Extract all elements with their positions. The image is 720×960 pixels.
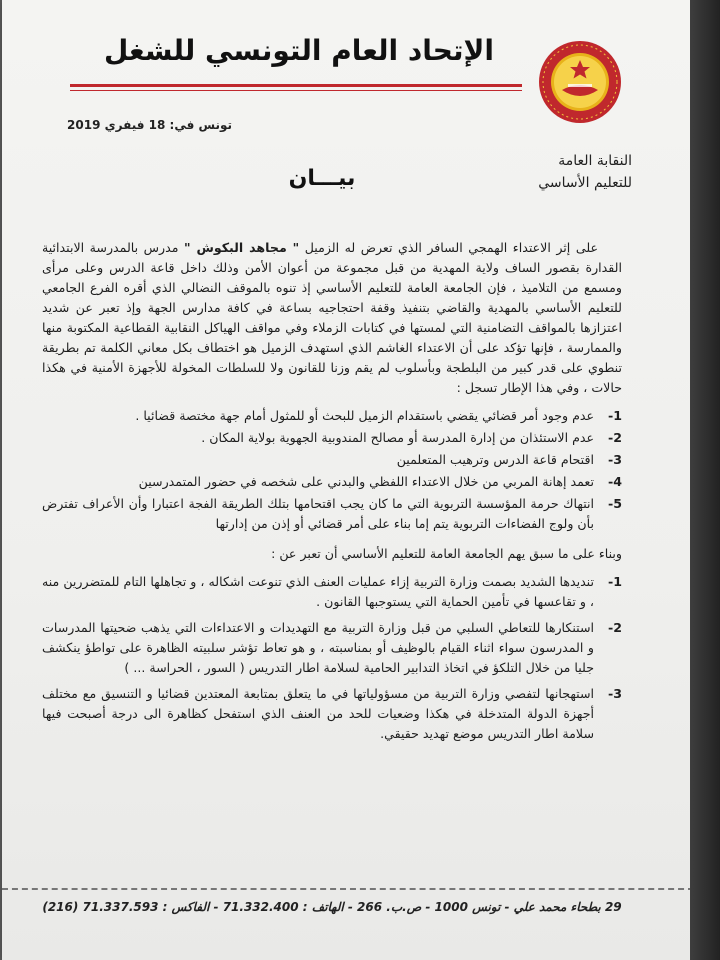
organization-title: الإتحاد العام التونسي للشغل [104,34,494,67]
footer-divider [2,888,694,890]
header-rule [70,84,522,87]
statement-title: بيـــان [288,166,356,191]
list-item-text: تعمد إهانة المربي من خلال الاعتداء اللفظي والبدني على شخصه في حضور المتمدرسين [138,474,594,489]
list-item-text: تنديدها الشديد بصمت وزارة التربية إزاء عمليات العنف الذي تنوعت اشكاله ، و تجاهلها التام للمتضررين منه ، و تقاعسها في تأمين الحماية التي يستوجبها القانون . [42,574,594,609]
list-item-number: 2- [608,430,622,445]
list-item-number: 2- [608,620,622,635]
document-date: تونس في: 18 فيفري 2019 [67,118,232,132]
intro-text-b: مدرس بالمدرسة الابتدائية القدارة بقصور الساف ولاية المهدية من قبل مجموعة من أعوان الأمن وذلك داخل قاعة الدرس وعلى مرأى ومسمع من التلاميذ ، فإن الجامعة العامة للتعليم الأساسي إذ تنوه بالموقف النضالي الذي أقره الفرع الجامعي للتعليم الأساسي بالمهدية والقاضي بتنفيذ وقفة احتجاجيه بساعة في كافة مدارس الجهة وإذ تعبر عن شديد اعتزازها بالمواقف التضامنية التي لمستها في كتابات الزملاء وفي مواقف الهياكل النقابية القطاعية المكتوبة منها والممارسة ، فإنها تؤكد على أن الاعتداء الغاشم الذي استهدف الزميل هو اختطاف بكل معاني الكلمة تم بطريقة تنطوي على قدر كبير من البلطجة وبأسلوب لم يقم وزنا للقانون ولا للسلطات المخولة للأجهزة الأمنية في هكذا حالات ، وفي هذا الإطار تسجل : [42,240,622,395]
ugtt-logo-seal [538,40,622,124]
violations-list [42,406,622,534]
list-item-number: 1- [608,408,622,423]
list-item-number: 3- [608,452,622,467]
list-item-number: 5- [608,496,622,511]
list-item-text: استهجانها لتفصي وزارة التربية من مسؤولياتها في ما يتعلق بمتابعة المعتدين قضائيا و التنسيق مع مختلف أجهزة الدولة المتدخلة في هكذا وضعيات للحد من العنف الذي استفحل كظاهرة الى درجة أصبحت فيها سلامة اطار التدريس موضع تهديد حقيقي. [42,686,594,741]
list-item [42,494,622,534]
union-name-line-2: للتعليم الأساسي [538,175,632,191]
list-item-number: 4- [608,474,622,489]
intro-paragraph [42,238,622,398]
list-item-text: انتهاك حرمة المؤسسة التربوية التي ما كان يجب اقتحامها بتلك الطريقة الفجة اعتبارا وأن الأعراف تفترض بأن ولوج الفضاءات التربوية يتم إما بناء على أمر قضائي أو إذن من إدارتها [42,496,594,531]
positions-intro: وبناء على ما سبق يهم الجامعة العامة للتعليم الأساسي أن تعبر عن : [271,546,622,561]
list-item-number: 3- [608,686,622,701]
list-item [42,406,622,426]
header-rule-thin [70,90,522,91]
list-item [42,450,622,470]
list-item-text: استنكارها للتعاطي السلبي من قبل وزارة التربية مع التهديدات و الاعتداءات التي يذهب ضحيتها المدرسات و المدرسون سواء اثناء القيام بالوظيف أو بمناسبته ، و هو تعاط تؤشر سلبيته الظاهرة على تواطؤ ينكشف جليا من خلال التلكؤ في اتخاذ التدابير الحامية لسلامة اطار التدريس ( السور ، الحراسة ... ) [42,620,594,675]
list-item-number: 1- [608,574,622,589]
list-item [42,428,622,448]
list-item [42,472,622,492]
statement-body [42,238,622,750]
list-item [42,684,622,744]
list-item-text: اقتحام قاعة الدرس وترهيب المتعلمين [396,452,594,467]
union-name-line-1: النقابة العامة [558,153,632,169]
list-item [42,618,622,678]
union-name [482,150,632,194]
list-item-text: عدم وجود أمر قضائي يقضي باستقدام الزميل للبحث أو للمثول أمام جهة مختصة قضائيا . [135,408,594,423]
background-edge [690,0,720,960]
intro-text-a: على إثر الاعتداء الهمجي السافر الذي تعرض له الزميل [299,240,598,255]
document-page [2,0,694,960]
teacher-name: " مجاهد البكوش " [183,240,300,255]
list-item [42,572,622,612]
footer-address: 29 بطحاء محمد علي - تونس 1000 - ص.ب. 266 - الهاتف : 71.332.400 - الفاكس : 71.337.593 (216) [42,900,622,914]
positions-list [42,572,622,744]
list-item-text: عدم الاستئذان من إدارة المدرسة أو مصالح المندوبية الجهوية بولاية المكان . [201,430,594,445]
